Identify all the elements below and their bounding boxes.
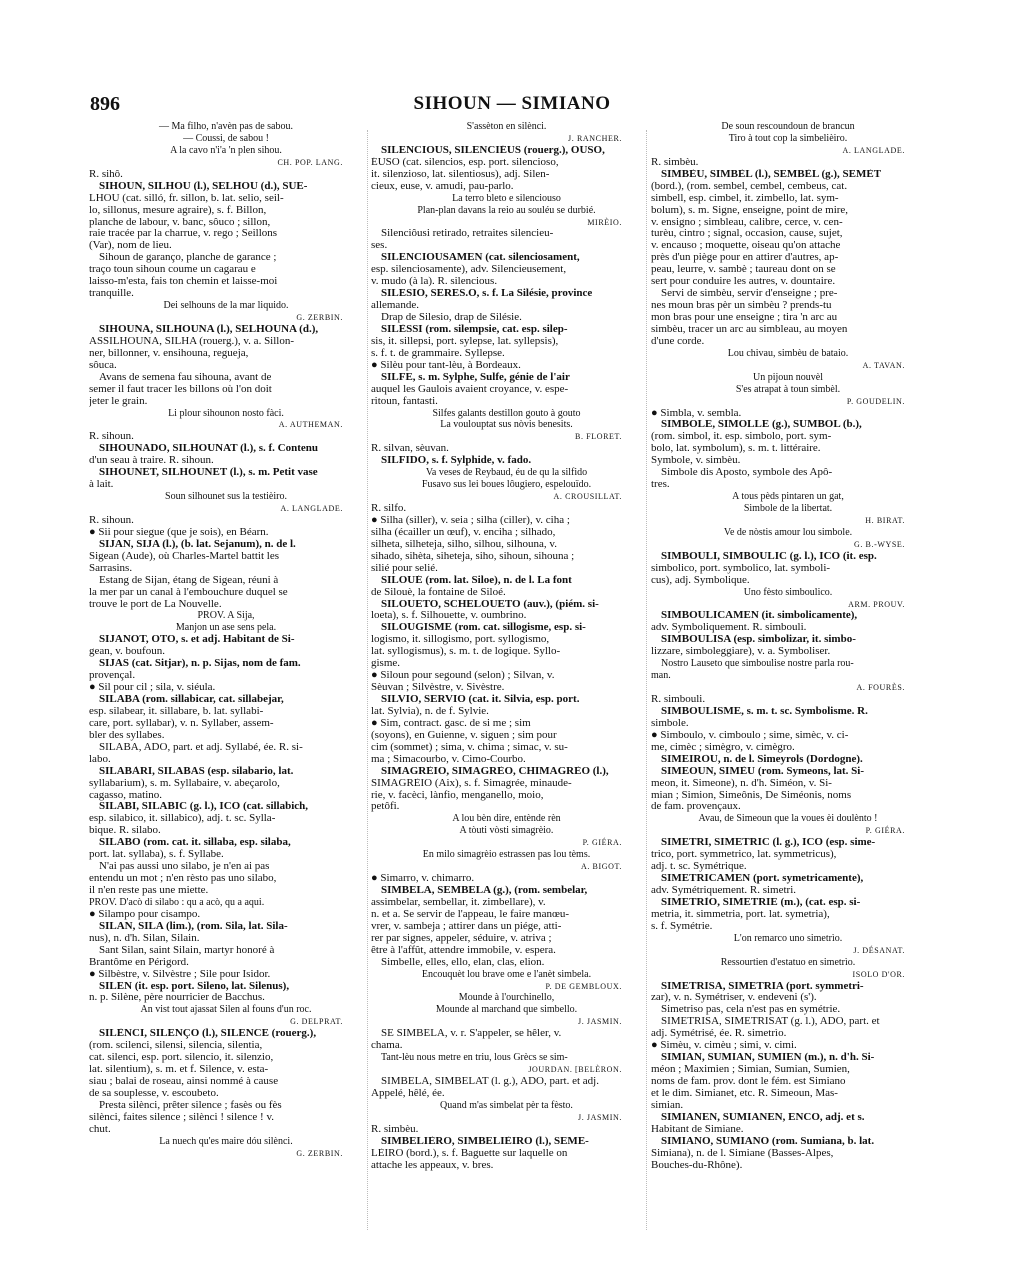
- text-line: SILESIO, SERES.O, s. f. La Silésie, province: [381, 288, 593, 300]
- text-line: n. et a. Se servir de l'appeau, le faire manœu-: [371, 908, 570, 920]
- text-line: bler des syllabes.: [89, 729, 165, 741]
- text-line: ● Silampo pour cisampo.: [89, 908, 201, 920]
- text-line: Tant-lèu nous metre en triu, lous Grècs se sim-: [381, 1052, 568, 1064]
- text-line: peau, leurre, v. sambè ; taureau dont on se: [651, 264, 836, 276]
- text-line: SIMBELA, SEMBELA (g.), (rom. sembelar,: [381, 885, 588, 896]
- text-line: (rom. simbol, it. esp. simbolo, port. sym-: [651, 431, 832, 443]
- text-line: simbole.: [651, 717, 689, 729]
- text-line: simbolico, port. symbolico, lat. symboli-: [651, 562, 831, 574]
- text-line: près d'un piège pour en attirer d'autres, ap-: [651, 252, 839, 264]
- text-line: Silenciôusi retirado, retraites silencieu-: [381, 228, 554, 240]
- text-line: SILOUÉ (rom. lat. Siloe), n. de l. La font: [381, 574, 572, 586]
- text-line: ● Siloun pour segound (selon) ; Silvan, v.: [371, 670, 555, 682]
- text-line: silha (écailler un œuf), v. enciha ; silhado,: [371, 526, 556, 538]
- text-line: siau ; balai de roseau, ainsi nommé à cause: [89, 1076, 279, 1087]
- text-line: P. GIÉRA.: [582, 838, 622, 848]
- text-line: G. ZERBIN.: [296, 1148, 343, 1158]
- text-line: Brantôme en Périgord.: [89, 956, 189, 968]
- text-line: Va veses de Reybaud, éu de qu la silfido: [425, 467, 588, 479]
- text-line: SIHOUNET, SILHOUNET (l.), s. m. Petit vase: [99, 467, 318, 479]
- text-line: ma ; Simacourbo, v. Cimo-Courbo.: [371, 753, 526, 765]
- text-line: bolum), s. m. Signe, enseigne, point de mire,: [651, 204, 849, 216]
- text-line: SILENCIOUS, SILENCIÉUS (rouerg.), OUSO,: [381, 144, 605, 156]
- text-line: SIJAN, SIJA (l.), (b. lat. Sejanum), n. de l.: [99, 538, 296, 550]
- text-line: Bouches-du-Rhône).: [651, 1159, 743, 1171]
- text-line: planche de labour, v. banc, sôuco ; sillon,: [89, 216, 271, 228]
- text-line: nes moun bras pèr un simbèu ? prends-tu: [651, 300, 832, 312]
- text-line: SILENCIOUSAMEN (cat. silenciosament,: [381, 252, 580, 264]
- text-line: ● Silbèstre, v. Silvèstre ; Sile pour Isidor.: [89, 968, 271, 980]
- column-rule-left: [367, 130, 368, 1230]
- text-line: SIMAGRÈIO, SIMAGRÈO, CHIMAGRÈO (l.),: [381, 765, 609, 777]
- text-line: S'es atrapat à toun simbèl.: [735, 383, 841, 395]
- text-line: Silfes galants destillon gouto à gouto: [432, 407, 581, 419]
- text-line: H. BIRAT.: [865, 515, 905, 525]
- text-line: SIMETRICAMEN (port. symetricamente),: [661, 873, 864, 885]
- text-line: SIHOUN, SILHOU (l.), SELHOU (d.), SUE-: [99, 180, 308, 192]
- text-line: ● Simèu, v. cimèu ; simi, v. cimi.: [651, 1040, 797, 1052]
- text-line: (bord.), (rom. sembel, cembel, cembeus, cat.: [651, 180, 848, 192]
- text-line: Soun silhounet sus la testièiro.: [165, 491, 287, 503]
- text-line: SILEN (it. esp. port. Sileno, lat. Silenus),: [99, 980, 290, 992]
- text-line: Simetriso pas, cela n'est pas en symétrie.: [661, 1004, 841, 1016]
- text-line: n. p. Silène, père nourricier de Bacchus.: [89, 992, 265, 1004]
- text-line: SILABA (rom. sillabicar, cat. sillabejar,: [99, 694, 284, 705]
- text-line: simian.: [651, 1099, 684, 1111]
- text-line: — Ma filho, n'avèn pas de sabou.: [159, 121, 293, 132]
- text-line: SIMBOLE, SIMOLLE (g.), SUMBOL (b.),: [661, 419, 862, 431]
- text-line: Encouquèt lou brave ome e l'anèt simbela.: [421, 968, 592, 980]
- column-right: [651, 121, 925, 1231]
- text-line: Un pijoun nouvèl: [753, 371, 823, 383]
- text-line: La voulouptat sus nòvis benesits.: [440, 419, 573, 431]
- text-line: silheta, silheteja, silho, silhou, silhouna, v.: [371, 538, 557, 550]
- text-line: esp. silenciosamente), adv. Silencieusement,: [371, 264, 567, 276]
- text-line: SILOUGISME (rom. cat. sillogisme, esp. si-: [381, 622, 586, 634]
- text-line: R. simbèu.: [371, 1123, 419, 1135]
- text-line: LHOU (cat. silló, fr. sillon, b. lat. selio, seil-: [89, 192, 284, 204]
- text-line: syllabarium), s. m. Syllabaire, v. abeçarolo,: [89, 777, 280, 789]
- text-line: La terro bleto e silenciouso: [452, 192, 561, 204]
- running-head: SIHOUN — SIMIANO: [413, 93, 611, 114]
- text-line: tranquille.: [89, 288, 134, 300]
- text-line: ● Simarro, v. chimarro.: [371, 873, 475, 885]
- text-line: R. sihoun.: [89, 431, 134, 443]
- text-line: Simiana), n. de l. Simiane (Basses-Alpes,: [651, 1147, 834, 1159]
- text-line: mon bras pour une enseigne ; tira 'n arc au: [651, 312, 838, 323]
- text-line: v. ensigno ; simbleau, calibre, cerce, v. cen-: [651, 216, 843, 228]
- text-line: J. RANCHER.: [568, 133, 622, 143]
- text-line: SILABÀRI, SILABAS (esp. silabario, lat.: [99, 765, 294, 777]
- text-line: SIHOUNA, SILHOUNA (l.), SELHOUNA (d.),: [99, 323, 319, 335]
- text-line: zar), v. n. Symétriser, v. endeveni (s').: [651, 992, 817, 1004]
- text-line: Ve de nòstis amour lou simbole.: [723, 526, 853, 538]
- text-line: R. simbouli.: [651, 694, 706, 705]
- text-line: SILVIO, SERVIO (cat. it. Silvia, esp. port.: [381, 694, 580, 705]
- text-line: Manjon un ase sens pela.: [175, 622, 277, 634]
- text-line: man.: [651, 670, 671, 682]
- text-line: et le dim. Simianet, etc. R. Simeoun, Mas-: [651, 1087, 838, 1099]
- text-line: An vist tout ajassat Silen al founs d'un roc.: [140, 1004, 312, 1016]
- text-line: adv. Symboliquement. R. simbouli.: [651, 622, 807, 634]
- text-line: SILAN, SILA (lim.), (rom. Sila, lat. Sila-: [99, 920, 288, 932]
- text-line: silènci, faites silence ; silènci ! silence ! v.: [89, 1111, 274, 1123]
- text-line: attache les appeaux, v. bres.: [371, 1159, 494, 1171]
- text-line: SILFIDO, s. f. Sylphide, v. fado.: [381, 455, 532, 467]
- text-line: ● Silha (siller), v. seia ; silha (ciller), v. ciha ;: [371, 514, 570, 526]
- text-line: s. f. t. de grammaire. Syllepse.: [371, 347, 505, 359]
- text-line: ● Sii pour siegue (que je sois), en Béarn.: [89, 526, 269, 538]
- text-line: A la cavo n'i'a 'n plen sihou.: [170, 144, 282, 156]
- text-line: lat. silentium), s. m. et f. Silence, v. esta-: [89, 1064, 269, 1076]
- text-line: il n'en reste pas une miette.: [89, 885, 209, 896]
- text-line: Sarrasins.: [89, 562, 133, 574]
- text-line: SIJANOT, OTO, s. et adj. Habitant de Si-: [99, 634, 295, 646]
- text-line: S'assèton en silènci.: [466, 121, 547, 132]
- text-line: de Silouè, la fontaine de Siloé.: [371, 586, 506, 598]
- text-line: traço toun sihoun coume un cagarau e: [89, 264, 256, 276]
- text-line: gean, v. boufoun.: [89, 646, 165, 658]
- text-line: gisme.: [371, 658, 401, 670]
- text-line: loeta), s. f. Silhouette, v. oumbrino.: [371, 610, 527, 622]
- text-line: Simbole dis Aposto, symbole des Apô-: [661, 467, 833, 479]
- text-line: G. ZERBIN.: [296, 313, 343, 322]
- text-line: SIHOUNADO, SILHOUNAT (l.), s. f. Contenu: [99, 443, 319, 455]
- text-line: vrer, v. sambeja ; attirer dans un piége, atti-: [371, 920, 562, 932]
- text-line: Avans de semena fau sihouna, avant de: [99, 371, 272, 383]
- text-line: sis, it. sillepsi, port. sylepse, lat. syllepsis),: [371, 335, 559, 347]
- text-line: noms de fam. prov. dont le fém. est Simiano: [651, 1076, 846, 1087]
- text-line: sert pour conduire les autres, v. dountaire.: [651, 276, 836, 288]
- page-number: 896: [90, 93, 120, 115]
- text-line: SILABI, SILABIC (g. l.), ICO (cat. sillabich,: [99, 801, 309, 813]
- text-line: J. JASMIN.: [577, 1112, 622, 1122]
- text-line: metria, it. simmetria, port. lat. symetria),: [651, 908, 830, 920]
- text-line: SIMBOULISA (esp. simbolizar, it. simbo-: [661, 634, 856, 646]
- text-line: SIMETRI, SIMETRIC (l. g.), ICO (esp. sime-: [661, 837, 876, 849]
- text-line: d'une corde.: [651, 335, 705, 347]
- text-line: ● Simboulo, v. cimboulo ; sime, simèc, v. ci-: [651, 729, 849, 741]
- text-line: Simbelle, elles, ello, elan, clas, elion.: [381, 956, 545, 968]
- text-line: MIRÈIO.: [587, 217, 622, 227]
- text-line: PROV. D'acò di silabo : qu a acò, qu a aqui.: [89, 896, 265, 908]
- text-line: mian ; Simion, Simeônis, De Siméonis, noms: [651, 789, 852, 801]
- text-line: provençal.: [89, 670, 136, 682]
- text-line: SIMBELA, SIMBELAT (l. g.), ADO, part. et adj.: [381, 1076, 599, 1087]
- text-line: rer par signes, appeler, séduire, v. atriva ;: [371, 932, 552, 944]
- text-line: A tous pèds pintaren un gat,: [732, 491, 844, 503]
- text-line: SIMIANEN, SUMIANEN, ENCO, adj. et s.: [661, 1111, 865, 1123]
- text-line: Sant Silan, saint Silain, martyr honoré à: [99, 944, 275, 956]
- text-line: Sigean (Aude), où Charles-Martel battit les: [89, 550, 280, 562]
- text-line: Dei selhouns de la mar liquido.: [163, 300, 289, 312]
- text-line: J. DÉSANAT.: [853, 945, 905, 955]
- text-line: cim (sommet) ; sima, v. chima ; simac, v. su-: [371, 741, 568, 753]
- text-line: R. silfo.: [371, 503, 407, 514]
- text-line: Nostro Lauseto que simboulise nostre parla rou-: [661, 658, 854, 670]
- text-line: esp. silabear, it. sillabare, b. lat. syllabi-: [89, 705, 264, 717]
- text-line: R. sihoun.: [89, 514, 134, 526]
- text-line: SIMBOULISME, s. m. t. sc. Symbolisme. R.: [661, 705, 868, 717]
- text-line: R. silvan, sèuvan.: [371, 443, 449, 455]
- text-line: (rom. scilenci, silensi, silencia, silentia,: [89, 1040, 263, 1052]
- text-line: chut.: [89, 1123, 111, 1135]
- text-line: SIMBOULICAMEN (it. simbolicamente),: [661, 610, 858, 622]
- text-line: P. GOUDELIN.: [846, 396, 905, 406]
- text-line: Uno fèsto simboulico.: [743, 586, 833, 598]
- text-line: Sèuvan ; Silvèstre, v. Sivèstre.: [371, 682, 505, 694]
- text-line: lo, sillonus, mesure agraire), s. f. Billon,: [89, 204, 267, 216]
- text-line: it. silenzioso, lat. silentiosus), adj. Silen-: [371, 168, 550, 180]
- text-line: SILABA, ADO, part. et adj. Syllabé, ée. R. si-: [99, 741, 303, 753]
- text-line: Avau, de Simeoun que la voues èi doulènto !: [698, 813, 878, 825]
- text-line: Appelé, hêlé, ée.: [371, 1087, 445, 1099]
- text-line: PROV. A Sija,: [197, 610, 255, 622]
- text-line: nus), n. d'h. Silan, Silain.: [89, 932, 200, 944]
- text-line: A. BIGOT.: [580, 862, 622, 872]
- text-line: Quand m'as simbelat pèr ta fèsto.: [440, 1099, 573, 1111]
- text-line: assimbelar, sembellar, it. zimbellare), v.: [371, 896, 546, 908]
- text-line: De soun rescoundoun de brancun: [721, 121, 855, 132]
- text-line: N'ai pas aussi uno silabo, je n'en ai pas: [99, 861, 270, 873]
- text-line: SIMIANO, SUMIANO (rom. Sumiana, b. lat.: [661, 1135, 875, 1147]
- text-line: ritoun, fantasti.: [371, 395, 438, 407]
- text-line: ISOLO D'OR.: [852, 969, 905, 979]
- text-line: J. JASMIN.: [577, 1017, 622, 1027]
- text-line: G. DELPRAT.: [290, 1017, 343, 1027]
- text-line: ● Sil pour cil ; sila, v. siéula.: [89, 682, 216, 694]
- text-line: Habitant de Simiane.: [651, 1123, 744, 1135]
- text-line: SILÈNCI, SILENÇO (l.), SILENCE (rouerg.),: [99, 1028, 317, 1040]
- text-line: SILFE, s. m. Sylphe, Sulfe, génie de l'air: [381, 371, 570, 383]
- text-line: être à l'affût, attendre immobile, v. espera.: [371, 944, 556, 956]
- text-line: SILÈSSI (rom. silempsie, cat. esp. silep-: [381, 323, 568, 335]
- text-line: A. CROUSILLAT.: [553, 492, 622, 502]
- text-line: Ressourtien d'estatuo en simetrìo.: [720, 956, 856, 968]
- text-line: CH. POP. LANG.: [277, 157, 343, 167]
- text-line: v. mudo (à la). R. silencious.: [371, 276, 498, 288]
- text-line: rie, v. facèci, lànfio, menganello, moio,: [371, 789, 544, 801]
- text-line: SILABO (rom. cat. it. sillaba, esp. silaba,: [99, 837, 291, 849]
- text-line: ner, billonner, v. ensihouna, regueja,: [89, 347, 249, 359]
- text-line: Tiro à tout cop la simbelièiro.: [728, 132, 848, 144]
- text-line: A. TAVAN.: [862, 360, 905, 370]
- text-line: esp. silabico, it. sillabico), adj. t. sc. Sylla-: [89, 813, 276, 825]
- text-line: jeter le grain.: [89, 395, 148, 407]
- column-middle: [371, 121, 642, 1231]
- text-line: ● Silèu pour tant-lèu, à Bordeaux.: [371, 359, 521, 371]
- text-line: — Coussi, de sabou !: [183, 132, 269, 144]
- text-line: raie tracée par la charrue, v. rego ; Seillons: [89, 228, 278, 240]
- text-line: trico, port. symmetrico, lat. symmetricus),: [651, 849, 837, 861]
- text-line: lat. Sylvia), n. de f. Sylvie.: [371, 705, 489, 717]
- text-line: la mer par un canal à l'embouchure duquel se: [89, 586, 288, 598]
- text-line: sôuca.: [89, 359, 117, 371]
- text-line: Estang de Sijan, étang de Sigean, réuni à: [99, 574, 279, 586]
- text-line: cieux, euse, v. amudi, pau-parlo.: [371, 180, 514, 192]
- text-line: Fusavo sus lei boues lôugiero, espelouïdo.: [421, 479, 592, 491]
- text-line: A. FOURÈS.: [856, 683, 905, 693]
- text-line: SIMIAN, SUMIAN, SUMIEN (m.), n. d'h. Si-: [661, 1052, 875, 1064]
- text-line: Li plour sihounon nosto fàci.: [168, 407, 284, 419]
- text-line: labo.: [89, 753, 111, 765]
- text-line: SILOUETO, SCHELOUETO (auv.), (piém. si-: [381, 598, 599, 610]
- text-line: SIMBOULI, SIMBOULIC (g. l.), ICO (it. esp.: [661, 550, 877, 562]
- text-line: Lou chivau, simbèu de bataio.: [727, 347, 849, 359]
- text-line: cus), adj. Symbolique.: [651, 574, 750, 586]
- text-line: (Var), nom de lieu.: [89, 240, 172, 252]
- text-line: entendu un mot ; n'en rèsto pas uno silabo,: [89, 873, 277, 885]
- text-line: semer il faut tracer les billons où l'on doit: [89, 383, 272, 395]
- text-line: Plan-plan davans la reio au souléu se durbié.: [417, 204, 596, 216]
- text-line: bique. R. silabo.: [89, 825, 161, 837]
- text-line: bolo, lat. symbolum), s. m. t. littéraire.: [651, 443, 821, 455]
- text-line: port. lat. syllaba), s. f. Syllabe.: [89, 849, 224, 861]
- text-line: SIMETRISA, SIMETRISAT (g. l.), ADO, part. et: [661, 1016, 880, 1028]
- text-line: En milo simagrèio estrassen pas lou tèms.: [422, 849, 591, 861]
- text-line: méon ; Maximien ; Simian, Sumian, Sumien,: [651, 1064, 850, 1076]
- text-line: lizzare, simboleggiare), v. a. Symboliser.: [651, 646, 831, 658]
- text-line: silié pour selié.: [371, 562, 438, 574]
- text-line: SIMEOUN, SIMÈU (rom. Symeons, lat. Si-: [661, 765, 865, 777]
- text-line: ASSILHOUNA, SILHA (rouerg.), v. a. Sillon-: [89, 335, 295, 347]
- text-line: adj. Symétrisé, ée. R. simetrìo.: [651, 1028, 787, 1040]
- text-line: à lait.: [89, 479, 114, 491]
- text-line: R. simbèu.: [651, 156, 699, 168]
- text-line: G. B.-WYSE.: [853, 539, 905, 549]
- text-line: P. DE GEMBLOUX.: [545, 981, 622, 991]
- text-line: Servi de simbèu, servir d'enseigne ; pre-: [661, 288, 838, 300]
- text-line: SIMETRÌO, SIMETRIE (m.), (cat. esp. si-: [661, 896, 861, 908]
- text-line: v. encauso ; moquette, oiseau qu'on attache: [651, 240, 841, 252]
- text-line: allemande.: [371, 300, 419, 312]
- text-line: Symbole, v. simbèu.: [651, 455, 741, 467]
- text-line: A tòuti vòsti simagrèio.: [459, 825, 554, 837]
- text-line: SE SIMBELA, v. r. S'appeler, se hêler, v.: [381, 1028, 562, 1040]
- text-line: SIJAS (cat. Sitjar), n. p. Sijas, nom de fam.: [99, 658, 301, 670]
- text-line: L'on remarco uno simetrìo.: [733, 932, 843, 944]
- text-line: SIMBELIÈRO, SIMBELIÈIRO (l.), SEME-: [381, 1135, 589, 1147]
- text-line: chama.: [371, 1040, 403, 1052]
- text-line: ÉUSO (cat. silencios, esp. port. silencioso,: [371, 156, 559, 168]
- text-line: Mounde al marchand que simbello.: [435, 1004, 578, 1016]
- text-line: petôfi.: [371, 801, 400, 813]
- text-line: lat. syllogismus), s. m. t. de logique. Syllo-: [371, 646, 561, 658]
- text-line: Presta silènci, prêter silence ; fasès ou fès: [99, 1099, 282, 1111]
- text-line: A. LANGLADE.: [842, 145, 905, 155]
- text-line: laisso-m'esta, fais ton chemin et laisse-moi: [89, 276, 278, 288]
- column-left: [89, 121, 363, 1231]
- column-rule-right: [646, 130, 647, 1230]
- text-line: auquel les Gaulois avaient croyance, v. espe-: [371, 383, 569, 395]
- text-line: Simbole de la libertat.: [743, 503, 833, 514]
- text-line: SIMETRISA, SIMETRIA (port. symmetri-: [661, 980, 864, 992]
- text-line: A lou bèn dire, entènde rèn: [452, 813, 561, 825]
- text-line: de sa souplesse, v. escoubeto.: [89, 1087, 219, 1099]
- text-line: tres.: [651, 479, 670, 491]
- text-line: me, cimèc ; simègro, v. cimègro.: [651, 741, 795, 753]
- text-line: JOURDAN. [BELÈRON.: [528, 1065, 622, 1075]
- text-line: adv. Symétriquement. R. simetri.: [651, 885, 797, 896]
- text-line: LÈIRO (bord.), s. f. Baguette sur laquelle on: [371, 1147, 568, 1159]
- text-line: P. GIÉRA.: [865, 826, 905, 836]
- text-line: cat. silenci, esp. port. silencio, it. silenzio,: [89, 1052, 274, 1064]
- text-line: Drap de Silesio, drap de Silésie.: [381, 312, 522, 323]
- text-line: logismo, it. sillogismo, port. syllogismo,: [371, 634, 550, 646]
- text-line: de fam. provençaux.: [651, 801, 741, 813]
- text-line: care, port. syllabar), v. n. Syllaber, assem-: [89, 717, 274, 729]
- text-line: (soyons), en Guienne, v. siguen ; sim pour: [371, 729, 557, 741]
- text-line: sihado, sihèta, siheteja, siho, sihoun, sihouna ;: [371, 550, 575, 562]
- text-line: trouve le port de La Nouvelle.: [89, 598, 222, 610]
- text-line: s. f. Symétrie.: [651, 920, 713, 932]
- text-line: A. AUTHEMAN.: [278, 420, 343, 430]
- text-line: turèu, cintro ; signal, occasion, cause, sujet,: [651, 228, 843, 240]
- text-line: R. sihô.: [89, 168, 123, 180]
- text-line: La nuech qu'es maire dóu silènci.: [159, 1135, 293, 1147]
- text-line: A. LANGLADE.: [280, 504, 343, 513]
- text-line: Mounde à l'ourchinello,: [458, 992, 555, 1004]
- text-line: cagasso, matino.: [89, 789, 163, 801]
- text-line: SIMBÈU, SIMBÈL (l.), SEMBÈL (g.), SEMÈT: [661, 168, 882, 180]
- text-line: d'un seau à traire. R. sihoun.: [89, 455, 214, 467]
- text-line: adj. t. sc. Symétrique.: [651, 861, 747, 873]
- text-line: SIMAGRÈIO (Aix), s. f. Simagrée, minaude-: [371, 777, 572, 789]
- text-line: Sihoun de garanço, planche de garance ;: [99, 252, 277, 264]
- text-line: ● Sim, contract. gasc. de si me ; sim: [371, 717, 531, 729]
- text-line: SIMEIRÒU, n. de l. Simeyrols (Dordogne).: [661, 753, 863, 765]
- text-line: ● Simbla, v. sembla.: [651, 407, 742, 419]
- text-line: simbell, esp. cimbel, it. zimbello, lat. sym-: [651, 192, 839, 204]
- text-line: B. FLORET.: [575, 432, 622, 442]
- text-line: meon, it. Simeone), n. d'h. Siméon, v. Si-: [651, 777, 832, 789]
- text-line: ARM. PROUV.: [848, 599, 905, 609]
- text-line: ses.: [371, 240, 388, 252]
- text-line: simbèu, tracer un arc au simbleau, au moyen: [651, 323, 848, 335]
